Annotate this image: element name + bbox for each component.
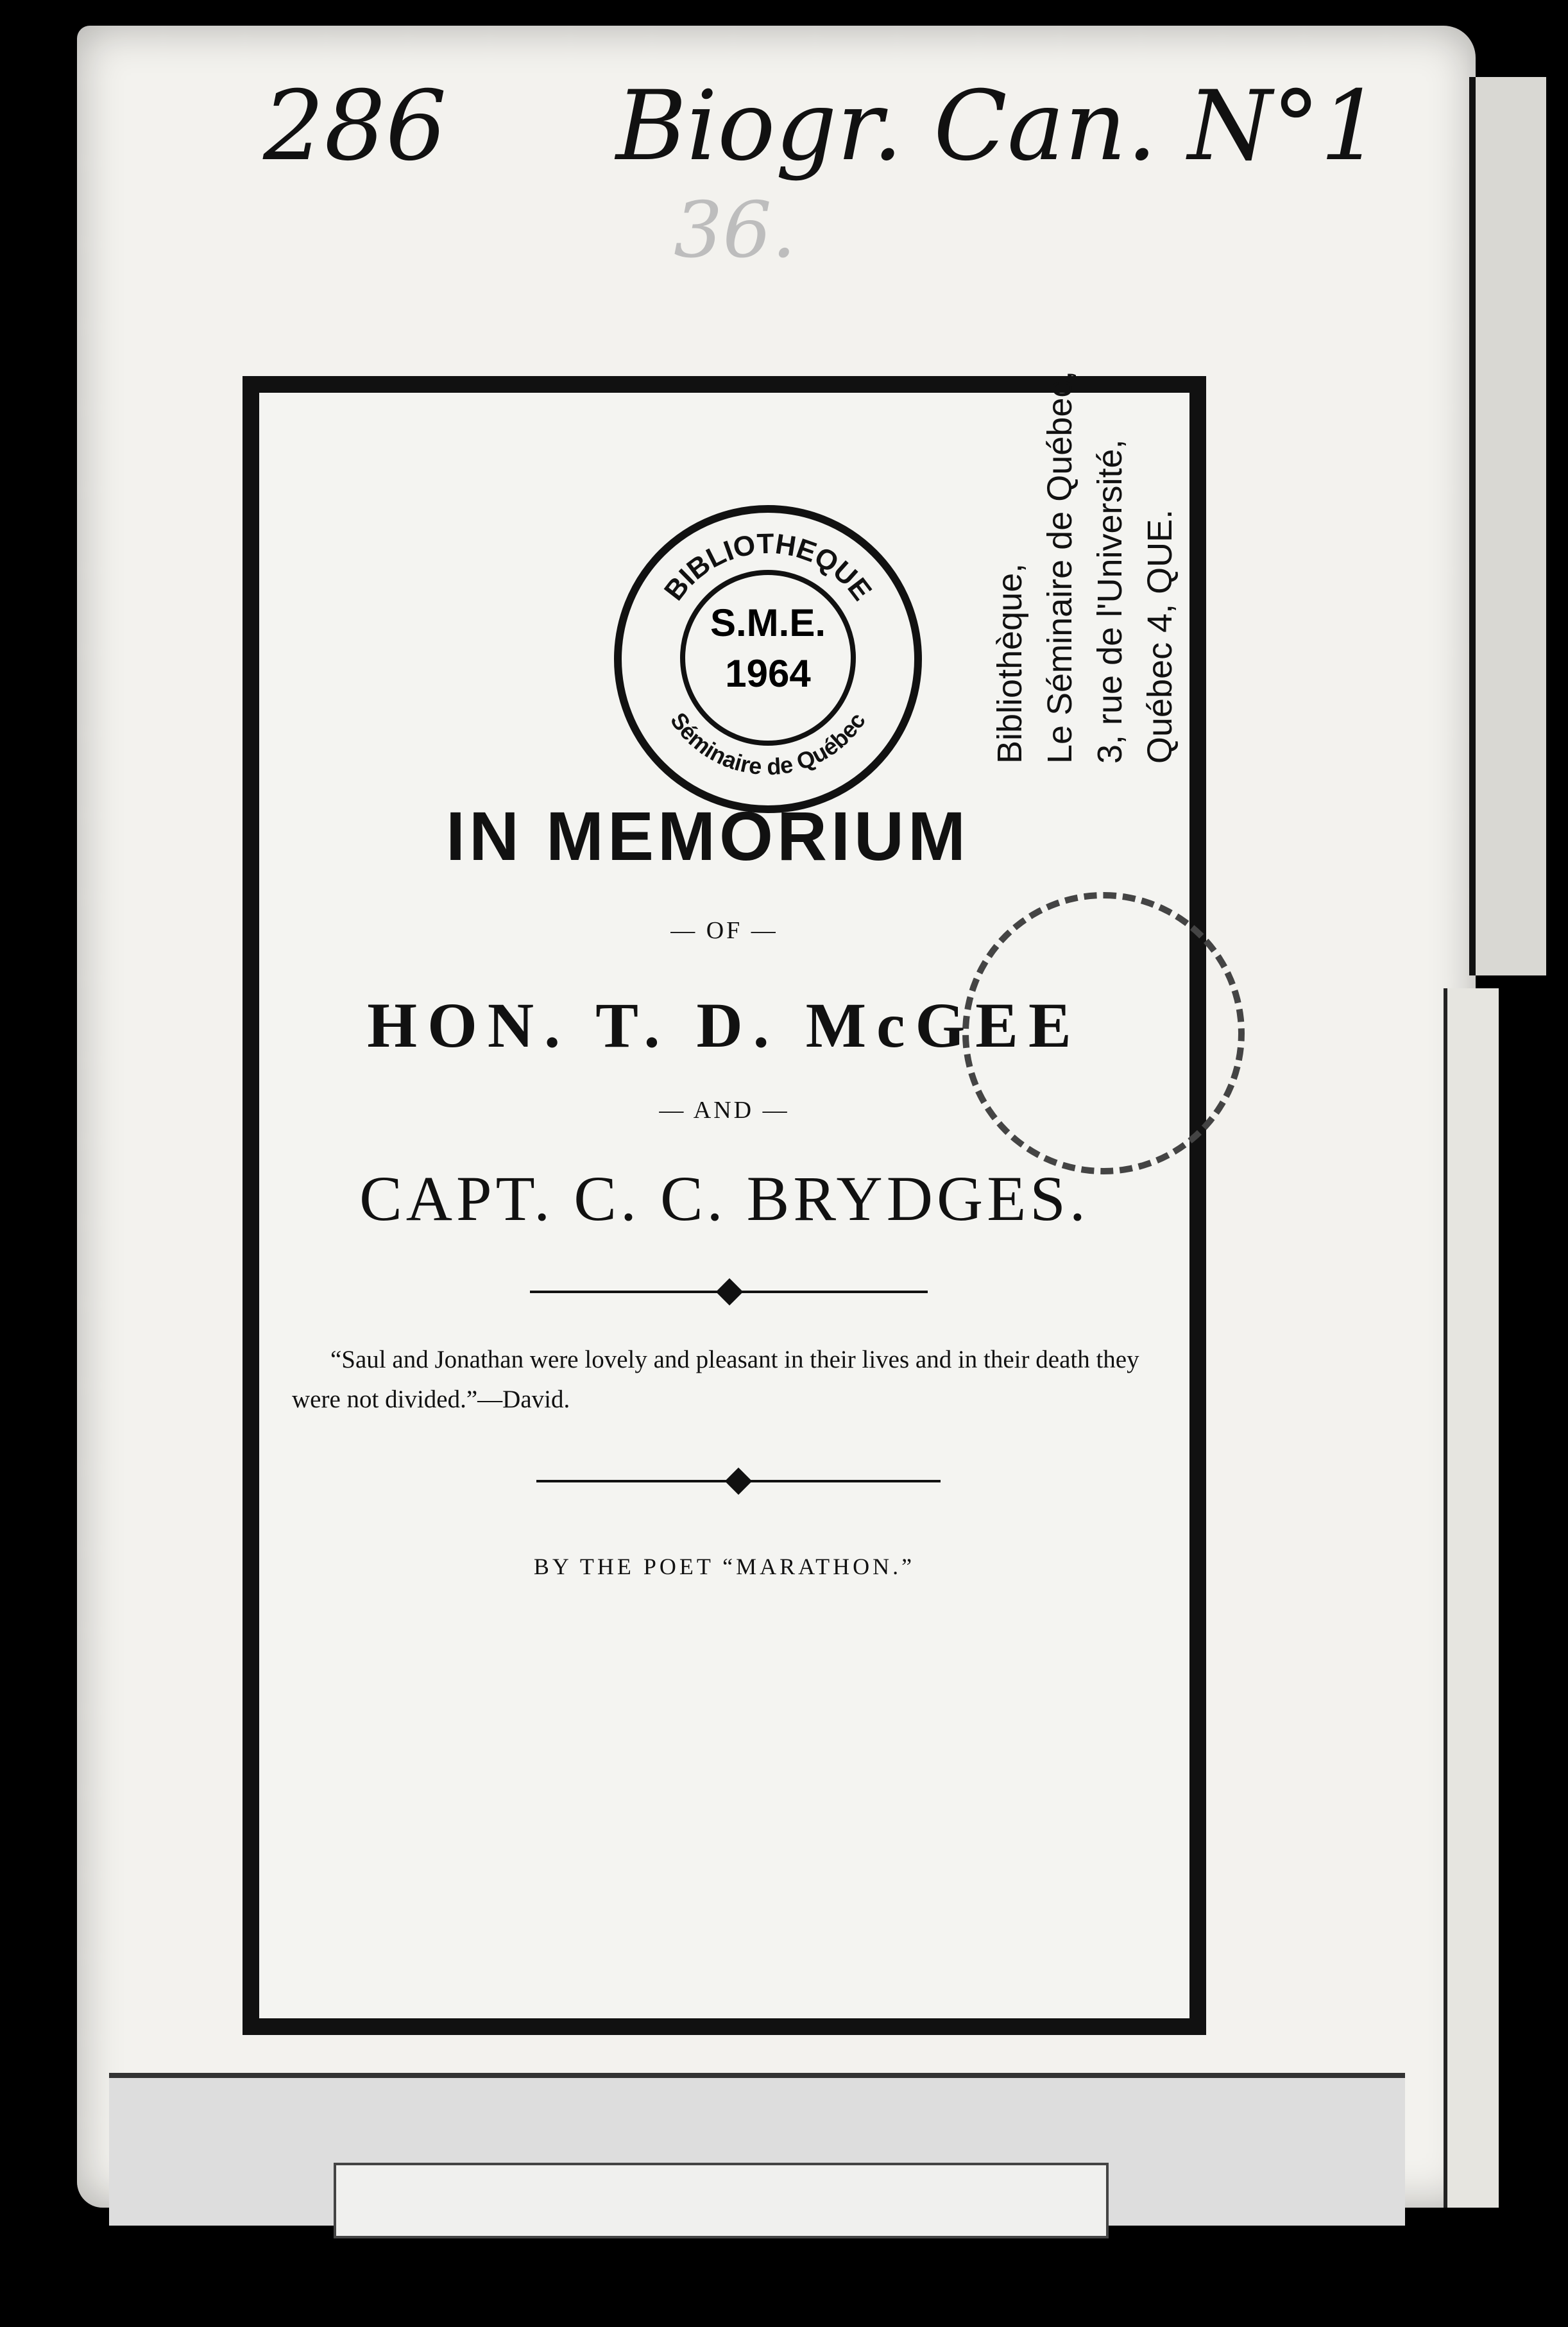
torn-right-edge xyxy=(1469,77,1546,975)
library-stamp-line: Bibliothèque, xyxy=(991,563,1029,764)
library-address-stamp xyxy=(985,276,1306,789)
of-separator: — OF — xyxy=(670,917,778,944)
author-byline: BY THE POET “MARATHON.” xyxy=(533,1554,916,1579)
library-stamp-line: 3, rue de l'Université, xyxy=(1091,439,1129,764)
handwritten-faint-number: 36. xyxy=(674,186,796,275)
library-stamp-line: Le Séminaire de Québec, xyxy=(1041,370,1079,764)
handwritten-shelf-number: 286 xyxy=(263,71,447,182)
epigraph-quote: “Saul and Jonathan were lovely and pleasant in their lives and in their death they were not divided.”—David. xyxy=(292,1346,1139,1413)
seal-code: S.M.E. xyxy=(710,601,826,644)
library-seal-inner-ring xyxy=(680,570,856,746)
and-separator: — AND — xyxy=(659,1097,790,1124)
library-stamp-line: Québec 4, QUE. xyxy=(1141,509,1179,764)
handwritten-catalog-note: Biogr. Can. N°1 xyxy=(616,71,1381,182)
seal-bottom-text: Séminaire de Québec xyxy=(665,707,871,780)
torn-right-edge-lower xyxy=(1444,988,1499,2208)
cover-title: IN MEMORIUM xyxy=(446,797,969,875)
seal-year: 1964 xyxy=(725,652,811,695)
second-honoree-name: CAPT. C. C. BRYDGES. xyxy=(359,1163,1089,1234)
seal-top-text: BIBLIOTHEQUE xyxy=(658,528,878,606)
torn-bottom-flap xyxy=(334,2163,1109,2238)
first-honoree-name: HON. T. D. McGEE xyxy=(367,990,1082,1061)
